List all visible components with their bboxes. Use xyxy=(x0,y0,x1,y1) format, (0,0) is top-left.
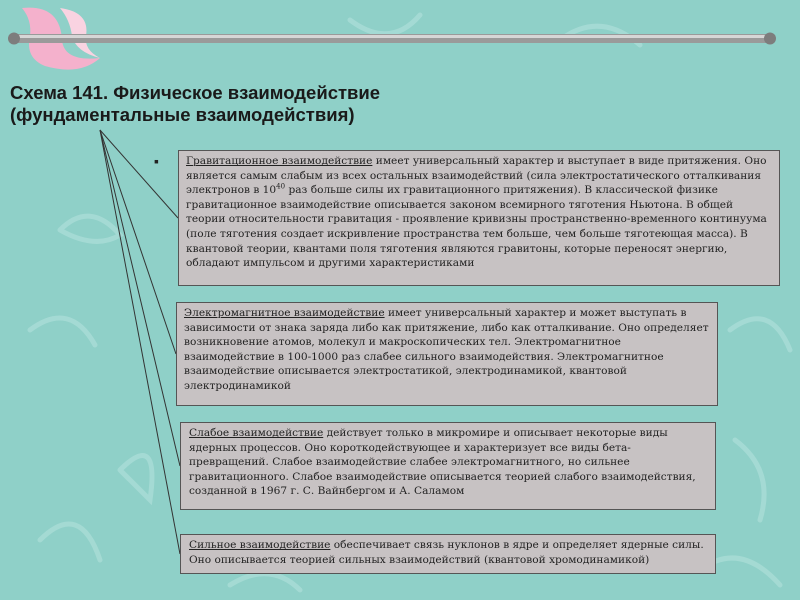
bullet-marker: ▪ xyxy=(154,153,159,169)
slide-title xyxy=(10,82,570,126)
header-bar xyxy=(8,33,776,45)
weak-term: Слабое взаимодействие xyxy=(189,427,324,439)
decor-boomerang xyxy=(60,216,120,241)
gravitational-term: Гравитационное взаимодействие xyxy=(186,155,373,167)
gravitational-exponent: 40 xyxy=(276,182,286,191)
gravitational-box xyxy=(178,150,780,286)
gravitational-text-b: раз больше силы их гравитационного притяжения). В классической физике гравитационное взаимодействие описывается законом всемирного тяготения Ньютона. В общей теории относительности гравитация - проявление кривизны пространственно-временного континуума (поле тяготения создает искривление пространства тем больше, чем больше тяготеющая масса). В квантовой теории, квантами поля тяготения являются гравитоны, которые переносят энергию, обладают импульсом и другими характеристиками xyxy=(186,184,767,270)
weak-box xyxy=(180,422,716,510)
weak-text: действует только в микромире и описывает некоторые виды ядерных процессов. Оно короткодействующее и характеризует все виды бета-превращений. Слабое взаимодействие слабее электромагнитного, но сильнее гравитационного. Слабое взаимодействие описывается теорией слабого взаимодействия, созданной в 1967 г. С. Вайнбергом и А. Саламом xyxy=(189,427,696,498)
strong-text: обеспечивает связь нуклонов в ядре и определяет ядерные силы. Оно описывается теорией сильных взаимодействий (квантовой хромодинамикой) xyxy=(189,539,704,566)
connector-line xyxy=(100,130,176,354)
connector-line xyxy=(100,130,180,466)
gravitational-text-a: имеет универсальный характер и выступает в виде притяжения. Оно является самым слабым из всех остальных взаимодействий (сила электростатического отталкивания электронов в 10 xyxy=(186,155,767,197)
decor-boomerang xyxy=(30,318,95,345)
electromagnetic-text: имеет универсальный характер и может выступать в зависимости от знака заряда либо как притяжение, либо как отталкивание. Оно определяет возникновение атомов, молекул и макроскопических тел. Электромагнитное взаимодействие в 100-1000 раз слабее сильного взаимодействия. Электромагнитное взаимодействие описывается электростатикой, электродинамикой, квантовой электродинамикой xyxy=(184,307,709,392)
decor-boomerang xyxy=(735,440,764,520)
connector-line xyxy=(100,130,178,218)
decor-boomerang xyxy=(40,524,100,560)
decor-boomerang xyxy=(730,319,790,350)
electromagnetic-box xyxy=(176,302,718,406)
strong-box xyxy=(180,534,716,574)
strong-term: Сильное взаимодействие xyxy=(189,539,331,551)
decor-boomerang xyxy=(350,15,420,34)
slide-title-line1: Схема 141. Физическое взаимодействие xyxy=(10,82,381,103)
electromagnetic-term: Электромагнитное взаимодействие xyxy=(184,307,385,319)
slide-title-line2: (фундаментальные взаимодействия) xyxy=(10,104,355,125)
decor-boomerang xyxy=(120,455,152,500)
decor-boomerang xyxy=(230,574,300,590)
